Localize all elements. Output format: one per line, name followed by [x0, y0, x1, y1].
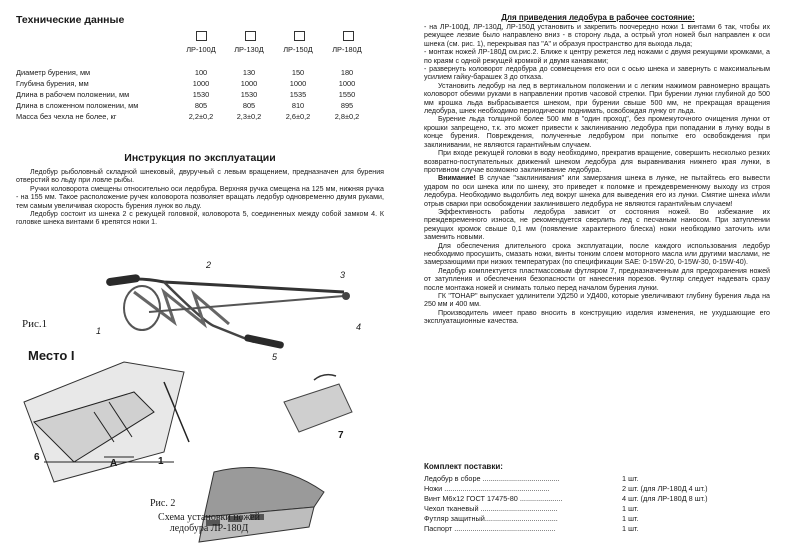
right-paragraph: Для обеспечения длительного срока эксплуатации, после каждого использования ледобур необходимо просушить, смазать ножи, винты тонким слоем моторного масла или другими маслами, не замерзающими при низких температурах (по спецификации SAE: 0-15W-20, 0-15W-30, 0-15W-40). [424, 241, 770, 267]
figure2-subcaption-line: Схема установки ножей [158, 512, 260, 523]
right-paragraph: При входе режущей головки в воду необходимо, прекратив вращение, совершить несколько резких возвратно-поступательных движений шнеком ледобура для выравнивания нижнего края лунки, в противном случае возможно заклинивание ледобура. [424, 149, 770, 174]
cell: 2,3±0,2 [236, 112, 262, 121]
kit-item [424, 514, 764, 523]
label-2: 2 [206, 260, 212, 270]
kit-item [424, 484, 764, 493]
detail-title: Место I [28, 348, 75, 363]
detail-label-6: 6 [34, 452, 40, 463]
right-paragraph: Установить ледобур на лед в вертикальном положении и с легким нажимом равномерно вращать коловорот обеими руками в направлении против часовой стрелки. При бурении лунки глубиной до 500 мм крошка льда выбрасывается шнеком, при бурении свыше 500 мм, не прекращая вращения ледобура, шнек необходимо периодически поднимать, освобождая лунку от льда. [424, 81, 770, 116]
label-5: 5 [272, 352, 278, 362]
detail-label-a: A [110, 458, 118, 469]
setup-bullet: - на ЛР-100Д, ЛР-130Д, ЛР-150Д установить и закрепить поочередно ножи 1 винтами 6 так, чтобы их режущее лезвие было направлено вниз - в сторону льда, а острый угол ножей был направлен к оси шнека (см. рис. 1), перекрывая паз "А" и образуя пространство для выхода льда; [424, 23, 770, 48]
label-4: 4 [356, 322, 362, 332]
instructions-body [16, 168, 384, 227]
detail-label-1: 1 [158, 456, 164, 467]
instructions-paragraph: Ручки коловорота смещены относительно оси ледобура. Верхняя ручка смещена на 125 мм, нижняя ручка - на 155 мм. Такое расположение ручек коловорота позволяет вращать ледобур одновременно двумя руками, тем самым увеличивая скорость бурения лунок во льду. [16, 184, 384, 210]
kit-item [424, 474, 764, 483]
kit-item-qty: 1 шт. [622, 504, 639, 513]
cell: 810 [291, 101, 305, 110]
attention-text: В случае "заклинивания" или замерзания шнека в лунке, не пытайтесь его вывести ударом по оси шнека или по шнеку, это приведет к поломке и преждевременному выходу из строя ледобура. Необходимо выдолбить лед вокруг шнека для выведения его из лунки. Смятие шнека и/или отрыв сварки при освобождении заклинившего ледобура не являются гарантийным случаем! [424, 174, 770, 208]
setup-bullet: - монтаж ножей ЛР-180Д см.рис.2. Ближе к центру режется лед ножами с двумя режущими кромками, а по краям с одной режущей кромкой и двумя канавками; [424, 48, 770, 65]
case-sketch [284, 375, 352, 432]
model-header: ЛР-180Д [332, 45, 362, 54]
cell: 2,2±0,2 [188, 112, 214, 121]
model-checkbox[interactable] [294, 31, 305, 41]
kit-item-qty: 4 шт. (для ЛР-180Д 8 шт.) [622, 494, 708, 503]
figure1-caption: Рис.1 [22, 318, 48, 330]
table-row [16, 112, 388, 121]
kit-item-name: Паспорт .................................................. [424, 524, 556, 533]
kit-item [424, 494, 764, 503]
figure2-subcaption-line: ледобура ЛР-180Д [169, 523, 249, 534]
table-row [16, 90, 388, 99]
kit-item-name: Футляр защитный.................................... [424, 514, 558, 523]
row-label: Длина в сложенном положении, мм [16, 101, 139, 110]
kit-item-name: Чехол тканевый ...................................... [424, 504, 558, 513]
table-row [16, 101, 388, 110]
row-label: Масса без чехла не более, кг [16, 112, 117, 121]
label-1: 1 [96, 326, 102, 336]
model-checkbox[interactable] [343, 31, 354, 41]
label-3: 3 [340, 270, 346, 280]
kit-item [424, 524, 764, 533]
cell: 1550 [338, 90, 356, 99]
cell: 1530 [192, 90, 210, 99]
detail-sketch [24, 362, 189, 482]
figure2-subcaption [124, 512, 294, 534]
right-heading: Для приведения ледобура в рабочее состояние: [501, 13, 695, 22]
figure2-caption: Рис. 2 [150, 498, 176, 509]
cell: 805 [194, 101, 208, 110]
attention-paragraph [424, 174, 770, 208]
model-header: ЛР-150Д [283, 45, 313, 54]
cell: 150 [291, 68, 305, 77]
setup-bullet: - развернуть коловорот ледобура до совмещения его оси с осью шнека и завернуть с максимальным усилием гайку-барашек 3 до отказа. [424, 65, 770, 82]
model-checkbox[interactable] [245, 31, 256, 41]
model-header-row [16, 45, 388, 54]
attention-label: Внимание! [438, 174, 476, 183]
cell: 1000 [289, 79, 307, 88]
model-checkbox[interactable] [196, 31, 207, 41]
kit-item-qty: 1 шт. [622, 524, 639, 533]
right-body [424, 23, 770, 326]
kit-title: Комплект поставки: [424, 462, 503, 471]
right-paragraph: Эффективность работы ледобура зависит от состояния ножей. Во избежание их преждевременного износа, не рекомендуется сверлить лед с песчаным наносом. При затуплении режущих кромок свыше 0,1 мм (появление характерного блеска) ножи необходимо заточить или заменить новыми. [424, 207, 770, 242]
auger-illustration [14, 252, 394, 552]
right-paragraph: Ледобур комплектуется пластмассовым футляром 7, предназначенным для предохранения ножей от затупления и обеспечения безопасности от нанесения порезов. Футляр следует надевать сразу после монтажа ножей и снимать только перед началом бурения лунки. [424, 266, 770, 292]
label-7: 7 [338, 430, 344, 441]
kit-item-name: Ледобур в сборе ...................................... [424, 474, 560, 483]
table-row [16, 68, 388, 77]
instructions-paragraph: Ледобур состоит из шнека 2 с режущей головкой, коловорота 5, соединенных между собой замком 4. К головке шнека винтами 6 крепятся ножи 1. [16, 210, 384, 227]
kit-item-qty: 1 шт. [622, 514, 639, 523]
specs-title: Технические данные [16, 14, 125, 26]
cell: 2,6±0,2 [285, 112, 311, 121]
auger-figure [106, 274, 350, 349]
cell: 130 [242, 68, 256, 77]
right-paragraph: Бурение льда толщиной более 500 мм в "один проход", без промежуточного очищения лунки от крошки запрещено, т.к. это может привести к заклиниванию ледобура при попадании в лунку воды в конце бурения. Повреждения, полученные ледобуром при попытке его освобождения при заклинивании, не являются гарантийным случаем. [424, 115, 770, 149]
kit-item-qty: 1 шт. [622, 474, 639, 483]
cell: 100 [194, 68, 208, 77]
row-label: Длина в рабочем положении, мм [16, 90, 130, 99]
cell: 1535 [289, 90, 307, 99]
kit-item-qty: 2 шт. (для ЛР-180Д 4 шт.) [622, 484, 708, 493]
model-header: ЛР-130Д [234, 45, 264, 54]
cell: 895 [340, 101, 354, 110]
row-label: Глубина бурения, мм [16, 79, 89, 88]
kit-item-name: Винт М6х12 ГОСТ 17475-80 ..................... [424, 494, 563, 503]
right-paragraph: ГК "ТОНАР" выпускает удлинители УД250 и УД400, которые увеличивают глубину бурения льда на 250 мм и 400 мм. [424, 292, 770, 309]
instructions-paragraph: Ледобур рыболовный складной шнековый, двуручный с левым вращением, предназначен для бурения отверстий во льду при ловле рыбы. [16, 168, 384, 185]
cell: 1530 [240, 90, 258, 99]
cell: 1000 [338, 79, 356, 88]
table-row [16, 79, 388, 88]
right-paragraph: Производитель имеет право вносить в конструкцию изделия изменения, не ухудшающие его эксплуатационные качества. [424, 308, 770, 326]
kit-item-name: Ножи .................................................... [424, 484, 550, 493]
cell: 1000 [240, 79, 258, 88]
cell: 180 [340, 68, 354, 77]
instructions-title: Инструкция по эксплуатации [124, 152, 276, 164]
cell: 2,8±0,2 [334, 112, 360, 121]
model-header: ЛР-100Д [186, 45, 216, 54]
kit-item [424, 504, 764, 513]
cell: 1000 [192, 79, 210, 88]
row-label: Диаметр бурения, мм [16, 68, 91, 77]
cell: 805 [242, 101, 256, 110]
